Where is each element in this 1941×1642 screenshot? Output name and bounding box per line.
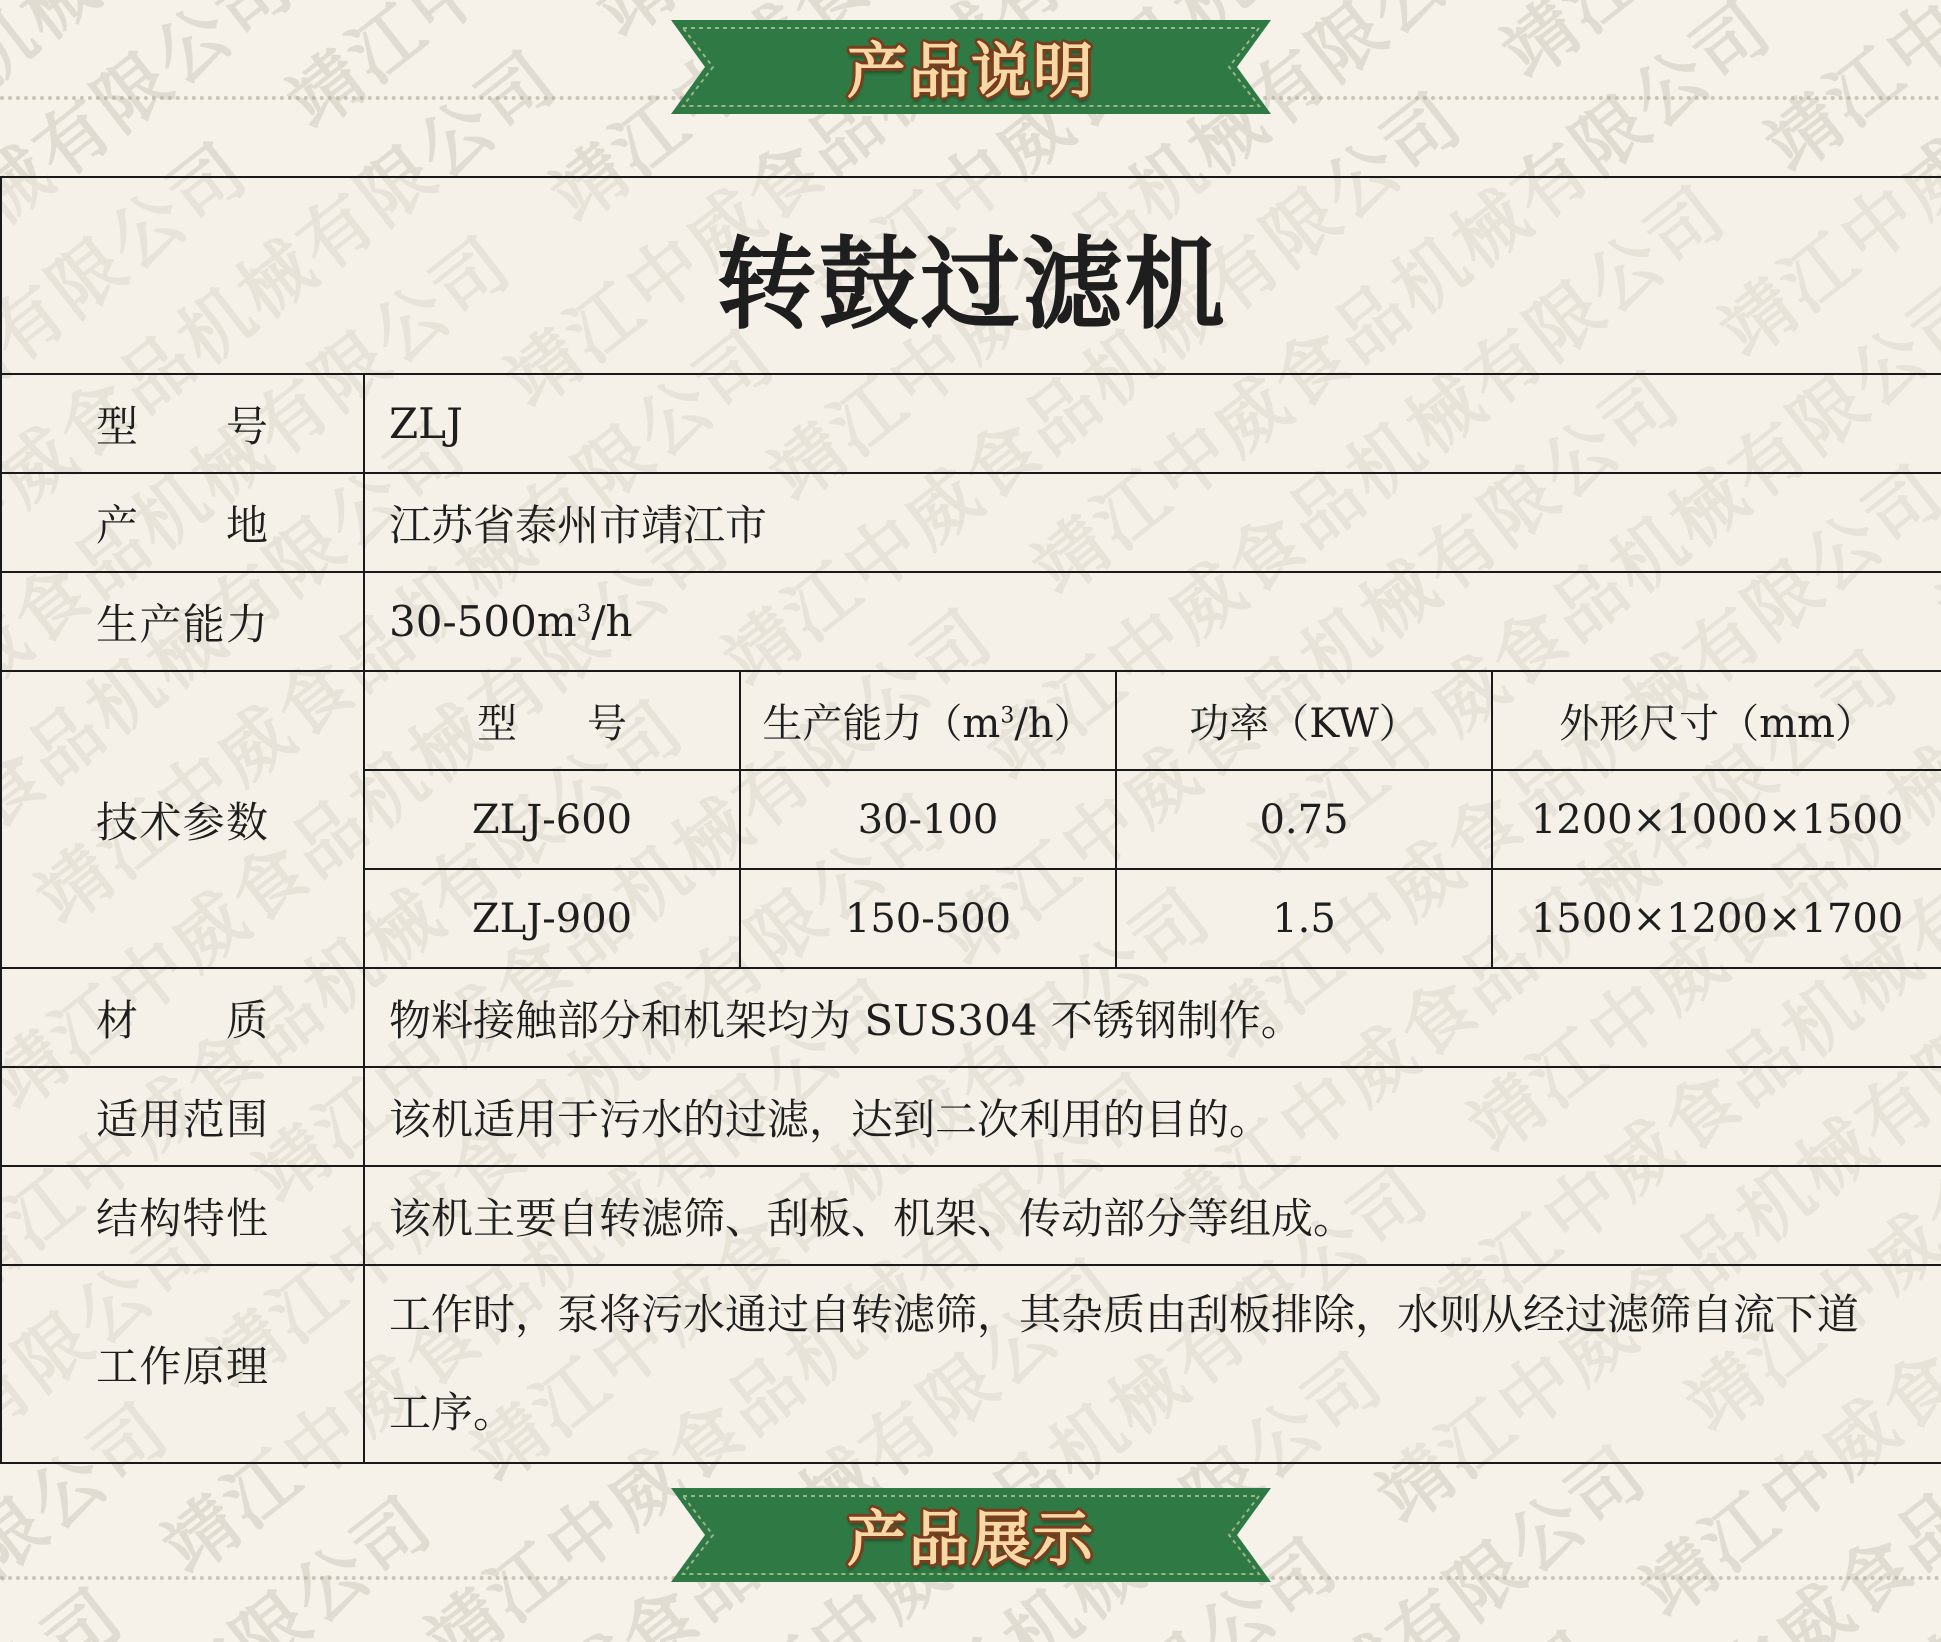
- top-banner-label: 产品说明: [671, 12, 1271, 122]
- scope-label: 适用范围: [96, 1087, 268, 1147]
- model-value: ZLJ: [364, 374, 1941, 473]
- scope-value: 该机适用于污水的过滤，达到二次利用的目的。: [364, 1067, 1941, 1166]
- tech-header-capacity-suffix: /h）: [1014, 701, 1093, 747]
- capacity-value-suffix: /h: [591, 597, 632, 646]
- tech-header-power: 功率（KW）: [1116, 671, 1492, 770]
- tech-row-1-power: 0.75: [1116, 770, 1492, 869]
- origin-label: 产 地: [96, 493, 268, 553]
- tech-row-2-power: 1.5: [1116, 869, 1492, 968]
- structure-value: 该机主要自转滤筛、刮板、机架、传动部分等组成。: [364, 1166, 1941, 1265]
- tech-row-2-size: 1500×1200×1700: [1492, 869, 1941, 968]
- tech-row-1-size: 1200×1000×1500: [1492, 770, 1941, 869]
- tech-header-capacity-sup: 3: [1000, 704, 1014, 729]
- capacity-value-prefix: 30-500m: [389, 597, 577, 646]
- tech-row-1-capacity: 30-100: [740, 770, 1116, 869]
- tech-header-size: 外形尺寸（mm）: [1492, 671, 1941, 770]
- capacity-value-sup: 3: [577, 601, 592, 627]
- structure-label: 结构特性: [96, 1186, 268, 1246]
- origin-value: 江苏省泰州市靖江市: [364, 473, 1941, 572]
- product-title: 转鼓过滤机: [1, 177, 1941, 374]
- tech-label: 技术参数: [96, 790, 268, 850]
- principle-label: 工作原理: [96, 1334, 268, 1394]
- bottom-banner-label: 产品展示: [671, 1480, 1271, 1590]
- principle-line-1: 工作时，泵将污水通过自转滤筛，其杂质由刮板排除，水则从经过滤筛自流下道: [389, 1266, 1937, 1364]
- tech-row-1-model: ZLJ-600: [364, 770, 740, 869]
- tech-header-model: 型 号: [477, 692, 627, 749]
- material-label: 材 质: [96, 988, 268, 1048]
- model-label: 型 号: [96, 394, 268, 454]
- material-value: 物料接触部分和机架均为 SUS304 不锈钢制作。: [364, 968, 1941, 1067]
- tech-row-2-model: ZLJ-900: [364, 869, 740, 968]
- principle-line-2: 工序。: [389, 1364, 1937, 1462]
- capacity-label: 生产能力: [96, 592, 268, 652]
- tech-row-2-capacity: 150-500: [740, 869, 1116, 968]
- tech-header-capacity-prefix: 生产能力（m: [762, 701, 1000, 747]
